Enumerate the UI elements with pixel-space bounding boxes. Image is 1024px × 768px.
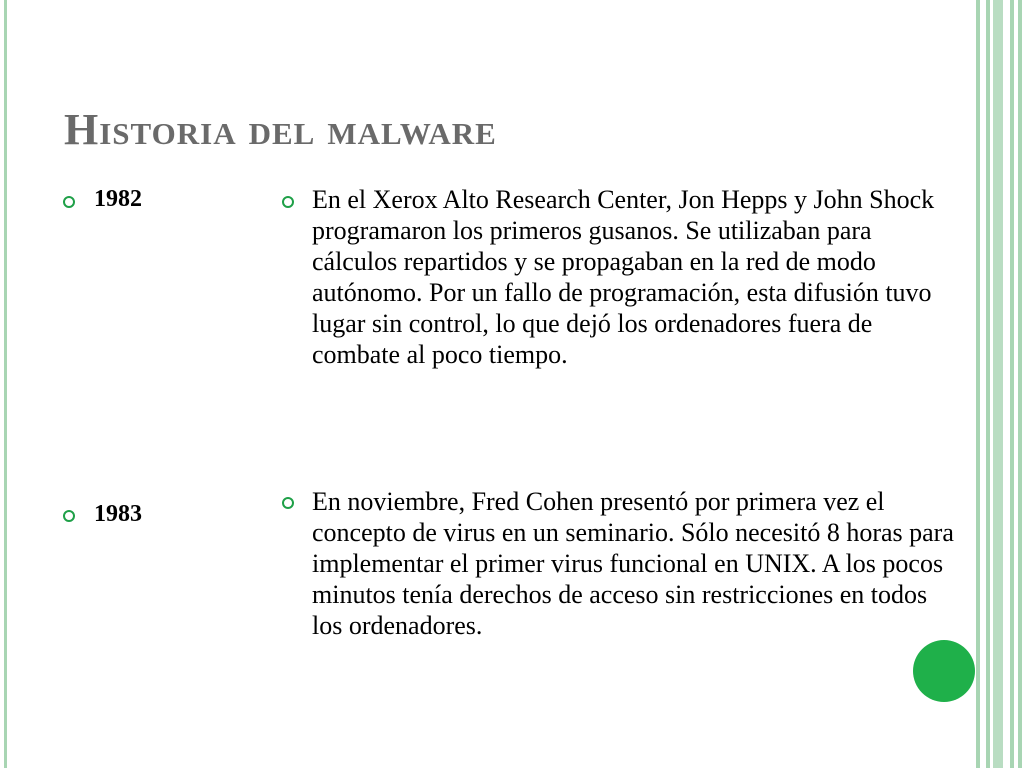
year-label-1982: 1982 bbox=[94, 186, 142, 212]
entry-description-1982: En el Xerox Alto Research Center, Jon Hepps y John Shock programaron los primeros gusanos. Se utilizaban para cálculos repartidos y se propagaban en la red de modo autónomo. Por un fallo de programación, esta difusión tuvo lugar sin control, lo que dejó los ordenadores fuera de combate al poco tiempo. bbox=[312, 185, 935, 369]
ring-bullet-icon bbox=[63, 510, 75, 522]
right-border-line bbox=[1018, 0, 1022, 768]
green-circle-icon bbox=[913, 640, 975, 702]
year-label-1983: 1983 bbox=[94, 501, 142, 527]
right-border-line bbox=[986, 0, 990, 768]
entry-description-1983: En noviembre, Fred Cohen presentó por primera vez el concepto de virus en un seminario. Sólo necesitó 8 horas para implementar el primer virus funcional en UNIX. A los pocos minutos tenía derechos de acceso sin restricciones en todos los ordenadores. bbox=[312, 487, 954, 640]
ring-bullet-icon bbox=[282, 196, 294, 208]
ring-bullet-icon bbox=[63, 196, 75, 208]
left-border-line bbox=[4, 0, 7, 768]
slide-title: Historia del malware bbox=[64, 105, 497, 154]
right-border-line bbox=[976, 0, 980, 768]
right-border-band bbox=[993, 0, 1003, 768]
ring-bullet-icon bbox=[282, 497, 294, 509]
right-border-line bbox=[1010, 0, 1014, 768]
